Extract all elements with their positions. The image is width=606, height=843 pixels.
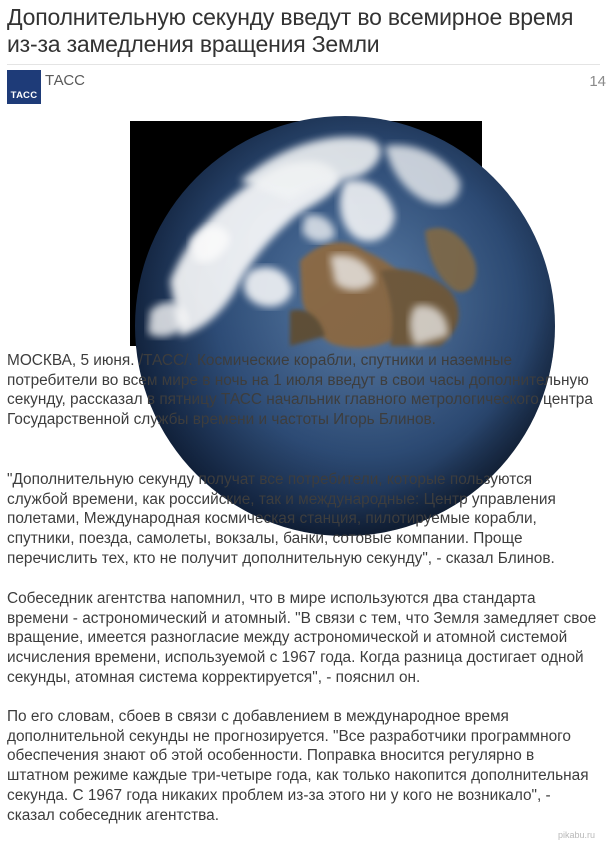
earth-icon bbox=[130, 121, 482, 346]
watermark: pikabu.ru bbox=[557, 830, 595, 840]
article-paragraph: По его словам, сбоев в связи с добавлением в международное время дополнительной секунды не прогнозируется. "Все разработчики программного обеспечения знают об этой особенности. Поправка вносится регулярно в штатном режиме каждые три-четыре года, как только накопится дополнительная секунда. С 1967 года никаких проблем из-за этого ни у кого не возникало", - сказал собеседник агентства. bbox=[7, 708, 589, 824]
tass-logo-text: ТАСС bbox=[10, 90, 38, 101]
view-counter: 14 bbox=[589, 73, 606, 90]
article-paragraph: "Дополнительную секунду получат все потребители, которые пользуются службой времени, как российские, так и международные: Центр управления полетами, Международная космическая станция, пилотируемые корабли, спутники, поезда, самолеты, вокзалы, банки, сотовые компании. Проще перечислить тех, кто не получит дополнительную секунду", - сказал Блинов. bbox=[7, 471, 556, 567]
source-row bbox=[7, 70, 606, 104]
source-name[interactable]: ТАСС bbox=[45, 72, 86, 89]
earth-photo bbox=[130, 121, 482, 346]
article-paragraph: МОСКВА, 5 июня. /ТАСС/. Космические корабли, спутники и наземные потребители во всем мире в ночь на 1 июля введут в свои часы дополнительную секунду, рассказал в пятницу ТАСС начальник главного метрологического центра Государственной службы времени и частоты Игорь Блинов. bbox=[7, 352, 593, 429]
tass-logo[interactable] bbox=[7, 70, 41, 104]
header-divider bbox=[7, 64, 600, 65]
article-paragraph: Собеседник агентства напомнил, что в мире используются два стандарта времени - астрономический и атомный. "В связи с тем, что Земля замедляет свое вращение, имеется разногласие между астрономической и атомной системой исчисления времени, используемой с 1967 года. Когда разница достигает одной секунды, атомная система корректируется", - пояснил он. bbox=[7, 590, 597, 686]
article-headline: Дополнительную секунду введут во всемирное время из-за замедления вращения Земли bbox=[7, 4, 574, 57]
